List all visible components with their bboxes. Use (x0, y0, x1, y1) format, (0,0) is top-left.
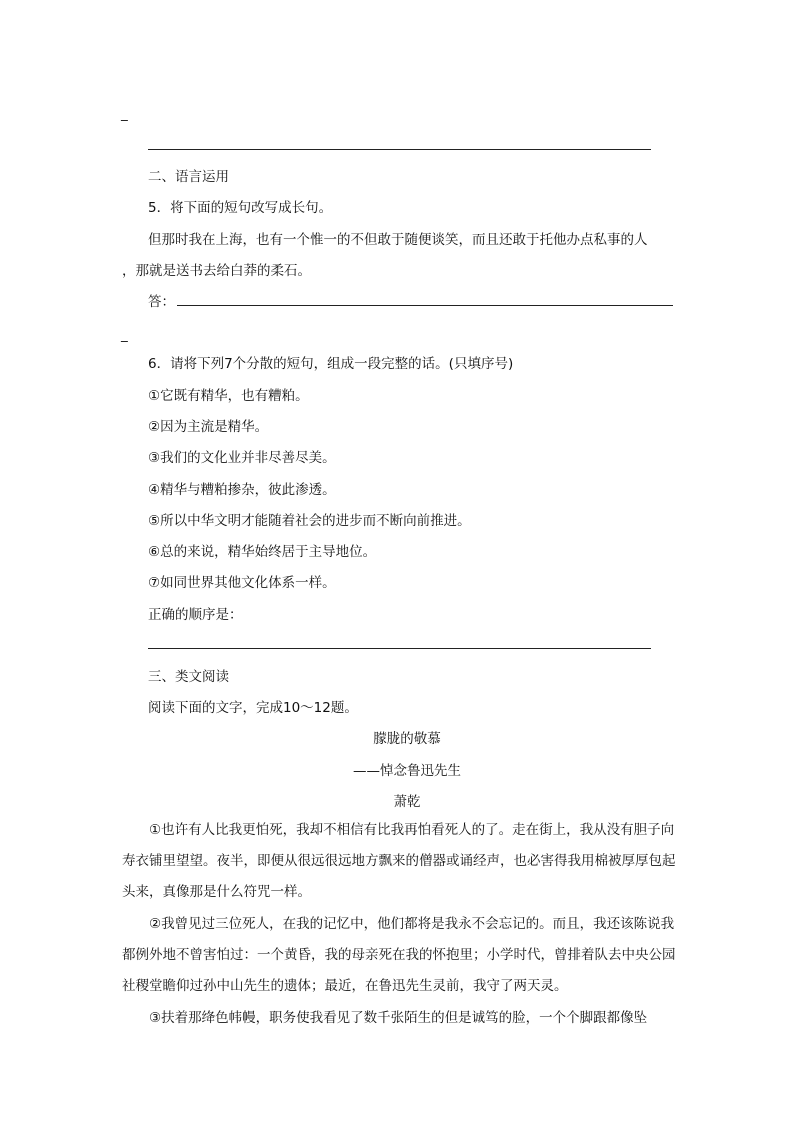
top-dash: _ (121, 106, 128, 122)
q5-line-1: 但那时我在上海，也有一个惟一的不但敢于随便谈笑，而且还敢于托他办点私事的人 (148, 232, 648, 248)
reading-intro: 阅读下面的文字，完成10～12题。 (148, 700, 358, 716)
article-title: 朦胧的敬慕 (373, 731, 441, 747)
article-paragraph-1: ①也许有人比我更怕死，我却不相信有比我再怕看死人的了。走在街上，我从没有胆子向寿衣铺里望望。夜半，即便从很远很远地方飘来的僧器或诵经声，也必害得我用棉被厚厚包起头来，真像那是什么符咒一样。 (122, 822, 676, 900)
q6-item-6: ⑥总的来说，精华始终居于主导地位。 (148, 544, 377, 560)
section-3-title: 三、类文阅读 (148, 669, 229, 685)
q5-trailing-dash: _ (121, 327, 128, 343)
q5-answer-label: 答： (148, 294, 175, 310)
q5-answer-line (177, 305, 673, 306)
q5-prompt: 5．将下面的短句改写成长句。 (148, 200, 333, 216)
q6-item-3: ③我们的文化业并非尽善尽美。 (148, 450, 336, 466)
q6-item-2: ②因为主流是精华。 (148, 419, 269, 435)
q6-item-4: ④精华与糟粕掺杂，彼此渗透。 (148, 482, 336, 498)
q6-prompt: 6．请将下列7个分散的短句，组成一段完整的话。(只填序号) (148, 356, 514, 372)
article-subtitle: ——悼念鲁迅先生 (353, 763, 461, 779)
q6-item-1: ①它既有精华，也有糟粕。 (148, 388, 309, 404)
article-paragraph-3: ③扶着那绛色帏幔，职务使我看见了数千张陌生的但是诚笃的脸，一个个脚跟都像坠 (149, 1010, 648, 1026)
section-2-title: 二、语言运用 (148, 169, 229, 185)
article-paragraph-2: ②我曾见过三位死人，在我的记忆中，他们都将是我永不会忘记的。而且，我还该陈说我都例外地不曾害怕过：一个黄昏，我的母亲死在我的怀抱里；小学时代，曾排着队去中央公园社稷堂瞻仰过孙中山先生的遗体；最近，在鲁迅先生灵前，我守了两天灵。 (122, 916, 676, 994)
q6-item-7: ⑦如同世界其他文化体系一样。 (148, 575, 336, 591)
q6-answer-label: 正确的顺序是： (148, 607, 243, 623)
q5-line-2: ，那就是送书去给白莽的柔石。 (122, 263, 311, 279)
q6-answer-line (148, 648, 651, 649)
answer-line-top (148, 149, 651, 150)
q6-item-5: ⑤所以中华文明才能随着社会的进步而不断向前推进。 (148, 513, 471, 529)
article-author: 萧乾 (393, 794, 421, 810)
